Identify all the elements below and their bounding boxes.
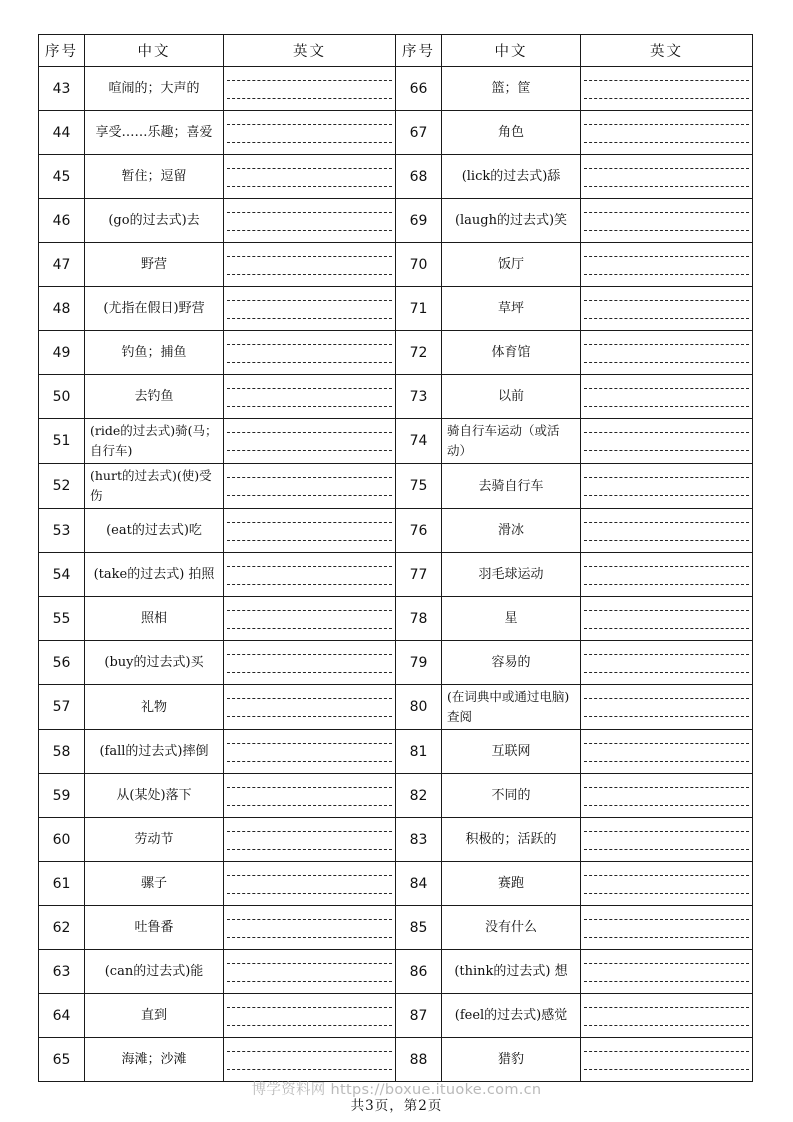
english-answer-blank-right[interactable] (581, 553, 753, 597)
table-row (39, 597, 753, 641)
table-header (39, 35, 753, 67)
table-row (39, 906, 753, 950)
header-chinese-left: 中文 (85, 35, 224, 67)
english-answer-blank-left[interactable] (224, 287, 396, 331)
chinese-meaning-left: (fall的过去式)摔倒 (85, 730, 224, 774)
english-answer-blank-right[interactable] (581, 464, 753, 509)
english-answer-blank-left[interactable] (224, 553, 396, 597)
writing-rule-line (227, 540, 392, 541)
row-number-left: 65 (39, 1038, 85, 1082)
row-number-right: 81 (396, 730, 442, 774)
writing-rule-line (227, 274, 392, 275)
chinese-meaning-right: (think的过去式) 想 (442, 950, 581, 994)
vocabulary-table (38, 34, 753, 1082)
table-row (39, 155, 753, 199)
writing-rule-line (584, 849, 749, 850)
row-number-left: 52 (39, 464, 85, 509)
chinese-meaning-right: 草坪 (442, 287, 581, 331)
writing-rule-line (227, 318, 392, 319)
english-answer-blank-right[interactable] (581, 243, 753, 287)
row-number-right: 84 (396, 862, 442, 906)
writing-rule-line (584, 274, 749, 275)
writing-rule-line (584, 318, 749, 319)
writing-rule-line (584, 168, 749, 169)
row-number-left: 56 (39, 641, 85, 685)
writing-rule-line (584, 566, 749, 567)
english-answer-blank-left[interactable] (224, 67, 396, 111)
row-number-right: 80 (396, 685, 442, 730)
row-number-right: 70 (396, 243, 442, 287)
chinese-meaning-left: (take的过去式) 拍照 (85, 553, 224, 597)
row-number-right: 66 (396, 67, 442, 111)
writing-rule-line (227, 805, 392, 806)
chinese-meaning-left: 骡子 (85, 862, 224, 906)
writing-rule-line (584, 831, 749, 832)
chinese-meaning-right: 赛跑 (442, 862, 581, 906)
writing-rule-line (227, 186, 392, 187)
chinese-meaning-left: (尤指在假日)野营 (85, 287, 224, 331)
english-answer-blank-right[interactable] (581, 199, 753, 243)
header-num-left: 序号 (39, 35, 85, 67)
writing-rule-line (227, 1025, 392, 1026)
row-number-right: 82 (396, 774, 442, 818)
english-answer-blank-left[interactable] (224, 331, 396, 375)
writing-rule-line (227, 937, 392, 938)
english-answer-blank-right[interactable] (581, 155, 753, 199)
writing-rule-line (584, 344, 749, 345)
writing-rule-line (227, 893, 392, 894)
english-answer-blank-left[interactable] (224, 1038, 396, 1082)
chinese-meaning-left: (buy的过去式)买 (85, 641, 224, 685)
row-number-left: 55 (39, 597, 85, 641)
table-body (39, 67, 753, 1082)
writing-rule-line (584, 477, 749, 478)
chinese-meaning-right: (laugh的过去式)笑 (442, 199, 581, 243)
writing-rule-line (227, 450, 392, 451)
writing-rule-line (584, 584, 749, 585)
table-row (39, 818, 753, 862)
english-answer-blank-right[interactable] (581, 375, 753, 419)
chinese-meaning-left: (hurt的过去式)(使)受伤 (85, 464, 224, 509)
writing-rule-line (584, 80, 749, 81)
chinese-meaning-left: 吐鲁番 (85, 906, 224, 950)
writing-rule-line (584, 1025, 749, 1026)
row-number-left: 61 (39, 862, 85, 906)
english-answer-blank-left[interactable] (224, 375, 396, 419)
english-answer-blank-right[interactable] (581, 730, 753, 774)
writing-rule-line (584, 300, 749, 301)
writing-rule-line (584, 142, 749, 143)
table-row (39, 950, 753, 994)
chinese-meaning-left: 礼物 (85, 685, 224, 730)
row-number-right: 76 (396, 509, 442, 553)
header-num-right: 序号 (396, 35, 442, 67)
english-answer-blank-right[interactable] (581, 419, 753, 464)
chinese-meaning-left: 钓鱼；捕鱼 (85, 331, 224, 375)
chinese-meaning-right: 互联网 (442, 730, 581, 774)
writing-rule-line (584, 522, 749, 523)
writing-rule-line (584, 98, 749, 99)
english-answer-blank-left[interactable] (224, 243, 396, 287)
row-number-right: 71 (396, 287, 442, 331)
english-answer-blank-right[interactable] (581, 862, 753, 906)
header-chinese-right: 中文 (442, 35, 581, 67)
writing-rule-line (227, 1069, 392, 1070)
writing-rule-line (227, 761, 392, 762)
writing-rule-line (227, 256, 392, 257)
writing-rule-line (227, 80, 392, 81)
chinese-meaning-left: (ride的过去式)骑(马；自行车) (85, 419, 224, 464)
chinese-meaning-left: 野营 (85, 243, 224, 287)
english-answer-blank-left[interactable] (224, 862, 396, 906)
row-number-left: 51 (39, 419, 85, 464)
chinese-meaning-right: 去骑自行车 (442, 464, 581, 509)
writing-rule-line (584, 963, 749, 964)
row-number-right: 77 (396, 553, 442, 597)
english-answer-blank-left[interactable] (224, 818, 396, 862)
row-number-left: 44 (39, 111, 85, 155)
table-row (39, 375, 753, 419)
writing-rule-line (227, 406, 392, 407)
row-number-right: 78 (396, 597, 442, 641)
table-row (39, 553, 753, 597)
row-number-left: 58 (39, 730, 85, 774)
writing-rule-line (584, 540, 749, 541)
writing-rule-line (227, 628, 392, 629)
chinese-meaning-right: (在词典中或通过电脑)查阅 (442, 685, 581, 730)
writing-rule-line (584, 256, 749, 257)
writing-rule-line (227, 230, 392, 231)
english-answer-blank-right[interactable] (581, 818, 753, 862)
writing-rule-line (584, 230, 749, 231)
writing-rule-line (584, 893, 749, 894)
english-answer-blank-left[interactable] (224, 950, 396, 994)
writing-rule-line (584, 1069, 749, 1070)
english-answer-blank-right[interactable] (581, 1038, 753, 1082)
english-answer-blank-left[interactable] (224, 464, 396, 509)
english-answer-blank-left[interactable] (224, 199, 396, 243)
chinese-meaning-right: 角色 (442, 111, 581, 155)
table-row (39, 331, 753, 375)
row-number-right: 85 (396, 906, 442, 950)
writing-rule-line (227, 981, 392, 982)
writing-rule-line (227, 566, 392, 567)
english-answer-blank-left[interactable] (224, 419, 396, 464)
writing-rule-line (584, 212, 749, 213)
chinese-meaning-left: (go的过去式)去 (85, 199, 224, 243)
english-answer-blank-right[interactable] (581, 331, 753, 375)
chinese-meaning-right: 猎豹 (442, 1038, 581, 1082)
writing-rule-line (584, 805, 749, 806)
row-number-right: 68 (396, 155, 442, 199)
row-number-left: 64 (39, 994, 85, 1038)
row-number-left: 45 (39, 155, 85, 199)
chinese-meaning-right: 滑冰 (442, 509, 581, 553)
chinese-meaning-right: 不同的 (442, 774, 581, 818)
english-answer-blank-left[interactable] (224, 685, 396, 730)
chinese-meaning-left: 直到 (85, 994, 224, 1038)
header-english-left: 英文 (224, 35, 396, 67)
table-row (39, 730, 753, 774)
writing-rule-line (227, 477, 392, 478)
chinese-meaning-left: (can的过去式)能 (85, 950, 224, 994)
writing-rule-line (584, 1051, 749, 1052)
writing-rule-line (227, 672, 392, 673)
writing-rule-line (584, 654, 749, 655)
chinese-meaning-left: 海滩；沙滩 (85, 1038, 224, 1082)
writing-rule-line (227, 610, 392, 611)
row-number-right: 86 (396, 950, 442, 994)
writing-rule-line (227, 831, 392, 832)
writing-rule-line (584, 495, 749, 496)
table-row (39, 287, 753, 331)
english-answer-blank-left[interactable] (224, 641, 396, 685)
writing-rule-line (584, 672, 749, 673)
writing-rule-line (227, 432, 392, 433)
table-row (39, 419, 753, 464)
table-row (39, 67, 753, 111)
english-answer-blank-right[interactable] (581, 67, 753, 111)
writing-rule-line (227, 963, 392, 964)
writing-rule-line (584, 406, 749, 407)
table-row (39, 1038, 753, 1082)
writing-rule-line (227, 495, 392, 496)
row-number-right: 75 (396, 464, 442, 509)
writing-rule-line (227, 522, 392, 523)
chinese-meaning-right: (lick的过去式)舔 (442, 155, 581, 199)
writing-rule-line (227, 142, 392, 143)
row-number-left: 49 (39, 331, 85, 375)
writing-rule-line (227, 919, 392, 920)
row-number-left: 53 (39, 509, 85, 553)
writing-rule-line (584, 919, 749, 920)
chinese-meaning-left: 照相 (85, 597, 224, 641)
english-answer-blank-right[interactable] (581, 685, 753, 730)
writing-rule-line (227, 743, 392, 744)
chinese-meaning-left: 喧闹的；大声的 (85, 67, 224, 111)
english-answer-blank-right[interactable] (581, 774, 753, 818)
writing-rule-line (584, 787, 749, 788)
header-english-right: 英文 (581, 35, 753, 67)
writing-rule-line (227, 168, 392, 169)
table-row (39, 641, 753, 685)
chinese-meaning-right: 没有什么 (442, 906, 581, 950)
row-number-right: 67 (396, 111, 442, 155)
row-number-left: 63 (39, 950, 85, 994)
row-number-right: 87 (396, 994, 442, 1038)
table-row (39, 509, 753, 553)
row-number-right: 88 (396, 1038, 442, 1082)
row-number-left: 62 (39, 906, 85, 950)
row-number-right: 74 (396, 419, 442, 464)
writing-rule-line (584, 388, 749, 389)
english-answer-blank-left[interactable] (224, 509, 396, 553)
writing-rule-line (584, 875, 749, 876)
header-row (39, 35, 753, 67)
chinese-meaning-right: 体育馆 (442, 331, 581, 375)
row-number-left: 59 (39, 774, 85, 818)
row-number-left: 54 (39, 553, 85, 597)
writing-rule-line (584, 1007, 749, 1008)
row-number-left: 60 (39, 818, 85, 862)
writing-rule-line (584, 698, 749, 699)
writing-rule-line (584, 362, 749, 363)
writing-rule-line (584, 937, 749, 938)
writing-rule-line (584, 761, 749, 762)
english-answer-blank-right[interactable] (581, 641, 753, 685)
writing-rule-line (227, 698, 392, 699)
row-number-right: 73 (396, 375, 442, 419)
english-answer-blank-left[interactable] (224, 597, 396, 641)
row-number-left: 57 (39, 685, 85, 730)
chinese-meaning-right: 饭厅 (442, 243, 581, 287)
writing-rule-line (227, 787, 392, 788)
writing-rule-line (227, 300, 392, 301)
table-row (39, 774, 753, 818)
english-answer-blank-right[interactable] (581, 906, 753, 950)
chinese-meaning-right: 星 (442, 597, 581, 641)
writing-rule-line (227, 212, 392, 213)
table-row (39, 862, 753, 906)
writing-rule-line (227, 124, 392, 125)
row-number-right: 69 (396, 199, 442, 243)
chinese-meaning-right: 篮；筐 (442, 67, 581, 111)
chinese-meaning-right: 羽毛球运动 (442, 553, 581, 597)
page-number-footer: 共3页，第2页 (350, 1098, 443, 1114)
table-row (39, 464, 753, 509)
writing-rule-line (227, 388, 392, 389)
english-answer-blank-left[interactable] (224, 111, 396, 155)
row-number-left: 50 (39, 375, 85, 419)
chinese-meaning-right: 容易的 (442, 641, 581, 685)
site-watermark: 博学资料网 https://boxue.ituoke.com.cn (251, 1082, 542, 1098)
row-number-right: 79 (396, 641, 442, 685)
writing-rule-line (227, 716, 392, 717)
english-answer-blank-right[interactable] (581, 597, 753, 641)
english-answer-blank-right[interactable] (581, 950, 753, 994)
chinese-meaning-left: 暂住；逗留 (85, 155, 224, 199)
chinese-meaning-right: 积极的；活跃的 (442, 818, 581, 862)
english-answer-blank-right[interactable] (581, 111, 753, 155)
table-row (39, 685, 753, 730)
row-number-right: 72 (396, 331, 442, 375)
table-row (39, 111, 753, 155)
writing-rule-line (227, 849, 392, 850)
writing-rule-line (584, 186, 749, 187)
english-answer-blank-right[interactable] (581, 509, 753, 553)
writing-rule-line (584, 610, 749, 611)
table-row (39, 243, 753, 287)
table-row (39, 994, 753, 1038)
chinese-meaning-left: 劳动节 (85, 818, 224, 862)
chinese-meaning-left: 享受……乐趣；喜爱 (85, 111, 224, 155)
writing-rule-line (584, 124, 749, 125)
chinese-meaning-right: 以前 (442, 375, 581, 419)
english-answer-blank-left[interactable] (224, 906, 396, 950)
row-number-left: 46 (39, 199, 85, 243)
writing-rule-line (584, 432, 749, 433)
row-number-left: 48 (39, 287, 85, 331)
writing-rule-line (227, 98, 392, 99)
english-answer-blank-right[interactable] (581, 994, 753, 1038)
chinese-meaning-right: (feel的过去式)感觉 (442, 994, 581, 1038)
writing-rule-line (227, 1051, 392, 1052)
english-answer-blank-right[interactable] (581, 287, 753, 331)
writing-rule-line (227, 875, 392, 876)
writing-rule-line (227, 654, 392, 655)
english-answer-blank-left[interactable] (224, 155, 396, 199)
row-number-right: 83 (396, 818, 442, 862)
row-number-left: 47 (39, 243, 85, 287)
writing-rule-line (227, 362, 392, 363)
english-answer-blank-left[interactable] (224, 994, 396, 1038)
table-row (39, 199, 753, 243)
writing-rule-line (584, 450, 749, 451)
chinese-meaning-left: (eat的过去式)吃 (85, 509, 224, 553)
writing-rule-line (227, 584, 392, 585)
english-answer-blank-left[interactable] (224, 730, 396, 774)
writing-rule-line (584, 628, 749, 629)
chinese-meaning-left: 去钓鱼 (85, 375, 224, 419)
row-number-left: 43 (39, 67, 85, 111)
writing-rule-line (584, 716, 749, 717)
writing-rule-line (227, 1007, 392, 1008)
writing-rule-line (584, 743, 749, 744)
chinese-meaning-right: 骑自行车运动（或活动） (442, 419, 581, 464)
english-answer-blank-left[interactable] (224, 774, 396, 818)
writing-rule-line (227, 344, 392, 345)
writing-rule-line (584, 981, 749, 982)
chinese-meaning-left: 从(某处)落下 (85, 774, 224, 818)
